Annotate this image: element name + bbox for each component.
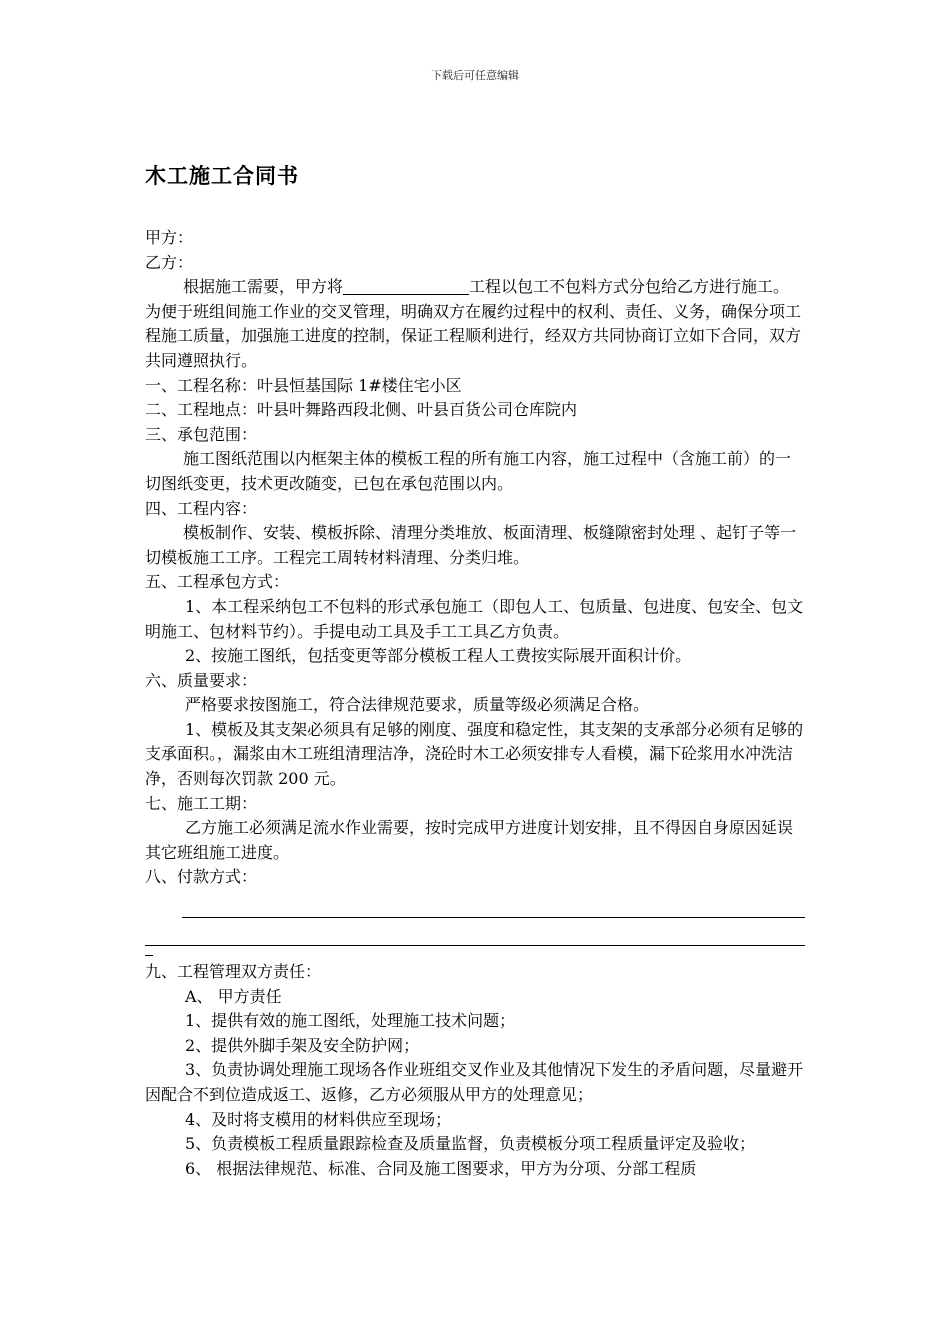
section-5-heading: 五、工程承包方式： <box>145 572 290 592</box>
party-b-label: 乙方： <box>145 252 194 272</box>
section-8-heading: 八、付款方式： <box>145 867 258 887</box>
payment-fill-line-2 <box>145 918 805 946</box>
section-2-project-location: 二、工程地点：叶县叶舞路西段北侧、叶县百货公司仓库院内 <box>145 400 578 420</box>
section-5-item-1: 1、本工程采纳包工不包料的形式承包施工（即包人工、包质量、包进度、包安全、包文明施工、包材料节约）。手提电动工具及手工工具乙方负责。 <box>145 596 804 641</box>
section-9-item-6: 6、 根据法律规范、标准、合同及施工图要求，甲方为分项、分部工程质 <box>185 1158 697 1178</box>
section-7-heading: 七、施工工期： <box>145 793 258 813</box>
intro-paragraph <box>145 275 805 373</box>
document-title: 木工施工合同书 <box>145 164 299 188</box>
payment-fill-line-1 <box>182 890 805 918</box>
section-6-heading: 六、质量要求： <box>145 670 258 690</box>
section-4-heading: 四、工程内容： <box>145 498 258 518</box>
section-7-body: 乙方施工必须满足流水作业需要，按时完成甲方进度计划安排，且不得因自身原因延误其它班组施工进度。 <box>145 818 794 862</box>
page-header: 下载后可任意编辑 <box>431 69 519 82</box>
payment-fill-line-end <box>145 946 153 956</box>
section-9-item-4: 4、及时将支模用的材料供应至现场； <box>185 1109 452 1129</box>
section-9-sub-a: A、 甲方责任 <box>185 986 282 1006</box>
party-a-label: 甲方： <box>145 228 194 247</box>
section-1-project-name: 一、工程名称：叶县恒基国际 1#楼住宅小区 <box>145 375 462 395</box>
section-9-item-3: 3、负责协调处理施工现场各作业班组交叉作业及其他情况下发生的矛盾问题，尽量避开因配合不到位造成返工、返修，乙方必须服从甲方的处理意见； <box>145 1060 804 1104</box>
intro-text-start: 根据施工需要，甲方将 <box>183 277 344 297</box>
contract-body <box>145 226 805 1181</box>
section-3-heading: 三、承包范围： <box>145 424 258 444</box>
section-5-item-2: 2、按施工图纸，包括变更等部分模板工程人工费按实际展开面积计价。 <box>185 646 692 666</box>
section-9-item-1: 1、提供有效的施工图纸，处理施工技术问题； <box>185 1011 516 1031</box>
section-4-body: 模板制作、安装、模板拆除、清理分类堆放、板面清理、板缝隙密封处理 、起钉子等一切模板施工工序。工程完工周转材料清理、分类归堆。 <box>145 523 797 567</box>
section-9-item-2: 2、提供外脚手架及安全防护网； <box>185 1035 420 1055</box>
section-6-body: 严格要求按图施工，符合法律规范要求，质量等级必须满足合格。 <box>185 695 650 715</box>
section-9-item-5: 5、负责模板工程质量跟踪检查及质量监督，负责模板分项工程质量评定及验收； <box>185 1134 756 1154</box>
section-3-body: 施工图纸范围以内框架主体的模板工程的所有施工内容，施工过程中（含施工前）的一切图纸变更，技术更改随变，已包在承包范围以内。 <box>145 449 792 493</box>
section-9-heading: 九、工程管理双方责任： <box>145 962 322 982</box>
section-6-item-1: 1、模板及其支架必须具有足够的刚度、强度和稳定性，其支架的支承部分必须有足够的支承面积。，漏浆由木工班组清理洁净，浇砼时木工必须安排专人看模，漏下砼浆用水冲洗洁净，否则每次罚款 200 元。 <box>145 719 804 789</box>
project-name-blank <box>343 276 469 295</box>
intro-text-end: 工程以包工不包料方式分包给乙方进行施工。为便于班组间施工作业的交叉管理，明确双方在履约过程中的权利、责任、义务，确保分项工程施工质量，加强施工进度的控制，保证工程顺利进行，经双方共同协商订立如下合同，双方共同遵照执行。 <box>145 277 802 370</box>
